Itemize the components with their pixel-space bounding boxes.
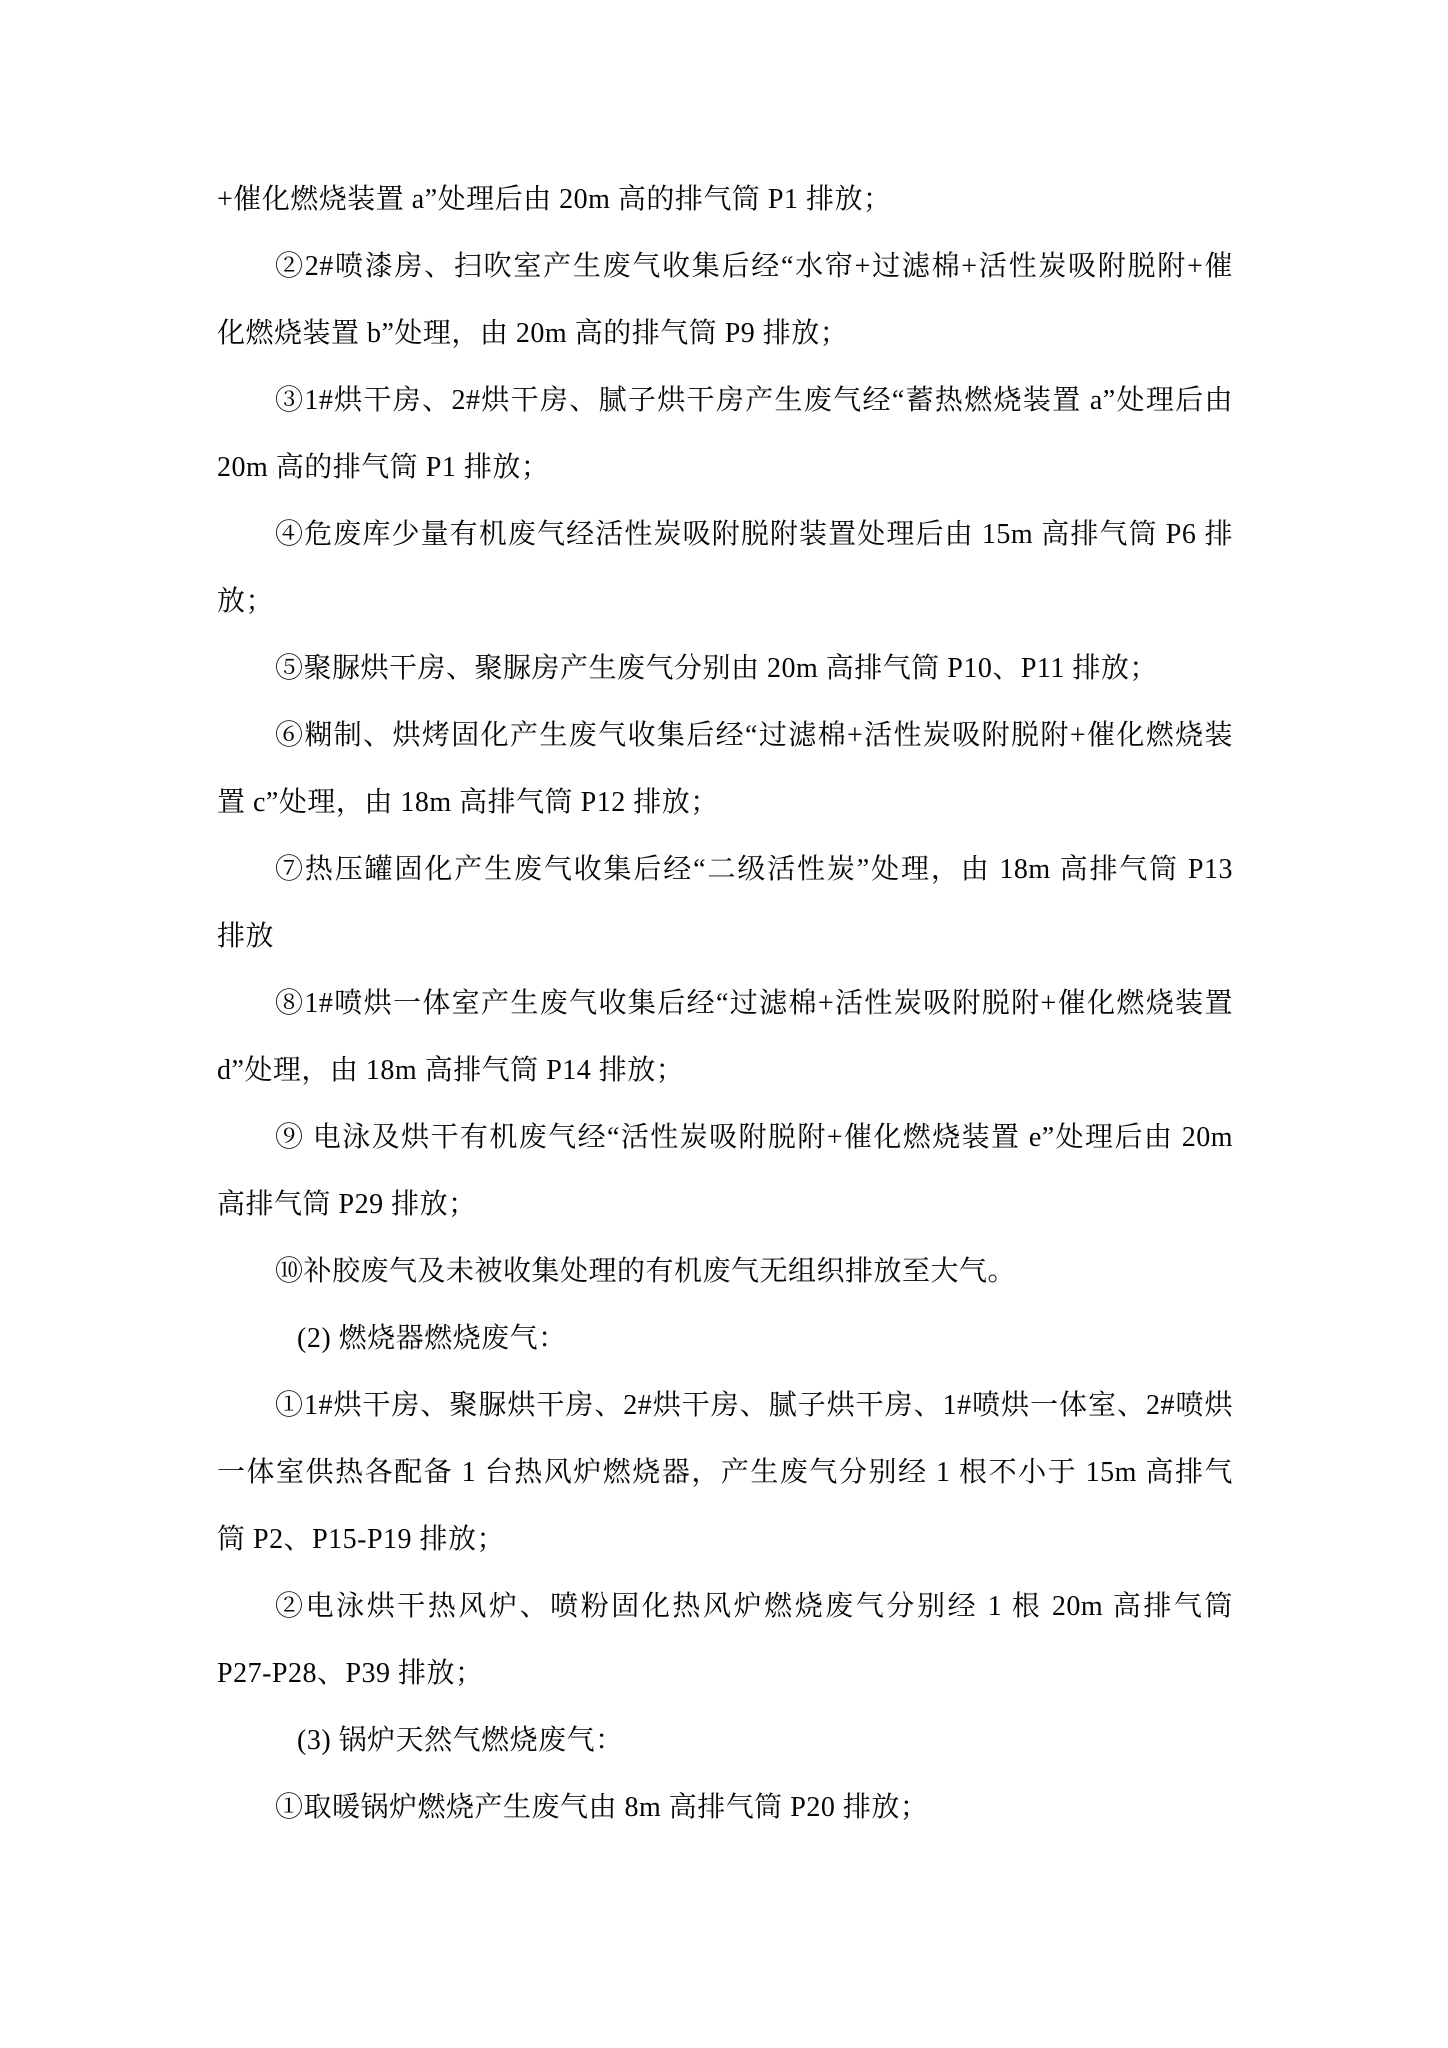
- text-line: ⑤聚脲烘干房、聚脲房产生废气分别由 20m 高排气筒 P10、P11 排放；: [275, 653, 1158, 684]
- text-line: ⑩补胶废气及未被收集处理的有机废气无组织排放至大气。: [275, 1256, 1017, 1287]
- text-line: 排放: [217, 921, 275, 952]
- text-line: +催化燃烧装置 a”处理后由 20m 高的排气筒 P1 排放；: [217, 184, 892, 215]
- text-line: ②电泳烘干热风炉、喷粉固化热风炉燃烧废气分别经 1 根 20m 高排气筒: [275, 1591, 1233, 1622]
- text-line: ⑦热压罐固化产生废气收集后经“二级活性炭”处理，由 18m 高排气筒 P13: [275, 854, 1233, 885]
- section-heading: (3) 锅炉天然气燃烧废气：: [297, 1725, 624, 1756]
- text-line: 20m 高的排气筒 P1 排放；: [217, 452, 550, 483]
- text-line: 化燃烧装置 b”处理，由 20m 高的排气筒 P9 排放；: [217, 318, 849, 349]
- text-line: ③1#烘干房、2#烘干房、腻子烘干房产生废气经“蓄热燃烧装置 a”处理后由: [275, 385, 1233, 416]
- text-line: 一体室供热各配备 1 台热风炉燃烧器，产生废气分别经 1 根不小于 15m 高排气: [217, 1457, 1233, 1488]
- text-line: d”处理，由 18m 高排气筒 P14 排放；: [217, 1055, 685, 1086]
- document-text-block: [217, 166, 1233, 1841]
- text-line: ②2#喷漆房、扫吹室产生废气收集后经“水帘+过滤棉+活性炭吸附脱附+催: [275, 251, 1233, 282]
- text-line: ⑨ 电泳及烘干有机废气经“活性炭吸附脱附+催化燃烧装置 e”处理后由 20m: [275, 1122, 1233, 1153]
- text-line: ①1#烘干房、聚脲烘干房、2#烘干房、腻子烘干房、1#喷烘一体室、2#喷烘: [275, 1390, 1233, 1421]
- text-line: 筒 P2、P15-P19 排放；: [217, 1524, 506, 1555]
- text-line: ⑧1#喷烘一体室产生废气收集后经“过滤棉+活性炭吸附脱附+催化燃烧装置: [275, 988, 1233, 1019]
- text-line: P27-P28、P39 排放；: [217, 1658, 484, 1689]
- text-line: ⑥糊制、烘烤固化产生废气收集后经“过滤棉+活性炭吸附脱附+催化燃烧装: [275, 720, 1233, 751]
- text-line: ①取暖锅炉燃烧产生废气由 8m 高排气筒 P20 排放；: [275, 1792, 929, 1823]
- text-line: 置 c”处理，由 18m 高排气筒 P12 排放；: [217, 787, 719, 818]
- text-line: ④危废库少量有机废气经活性炭吸附脱附装置处理后由 15m 高排气筒 P6 排: [275, 519, 1233, 550]
- text-line: 高排气筒 P29 排放；: [217, 1189, 477, 1220]
- section-heading: (2) 燃烧器燃烧废气：: [297, 1323, 567, 1354]
- text-line: 放；: [217, 586, 275, 617]
